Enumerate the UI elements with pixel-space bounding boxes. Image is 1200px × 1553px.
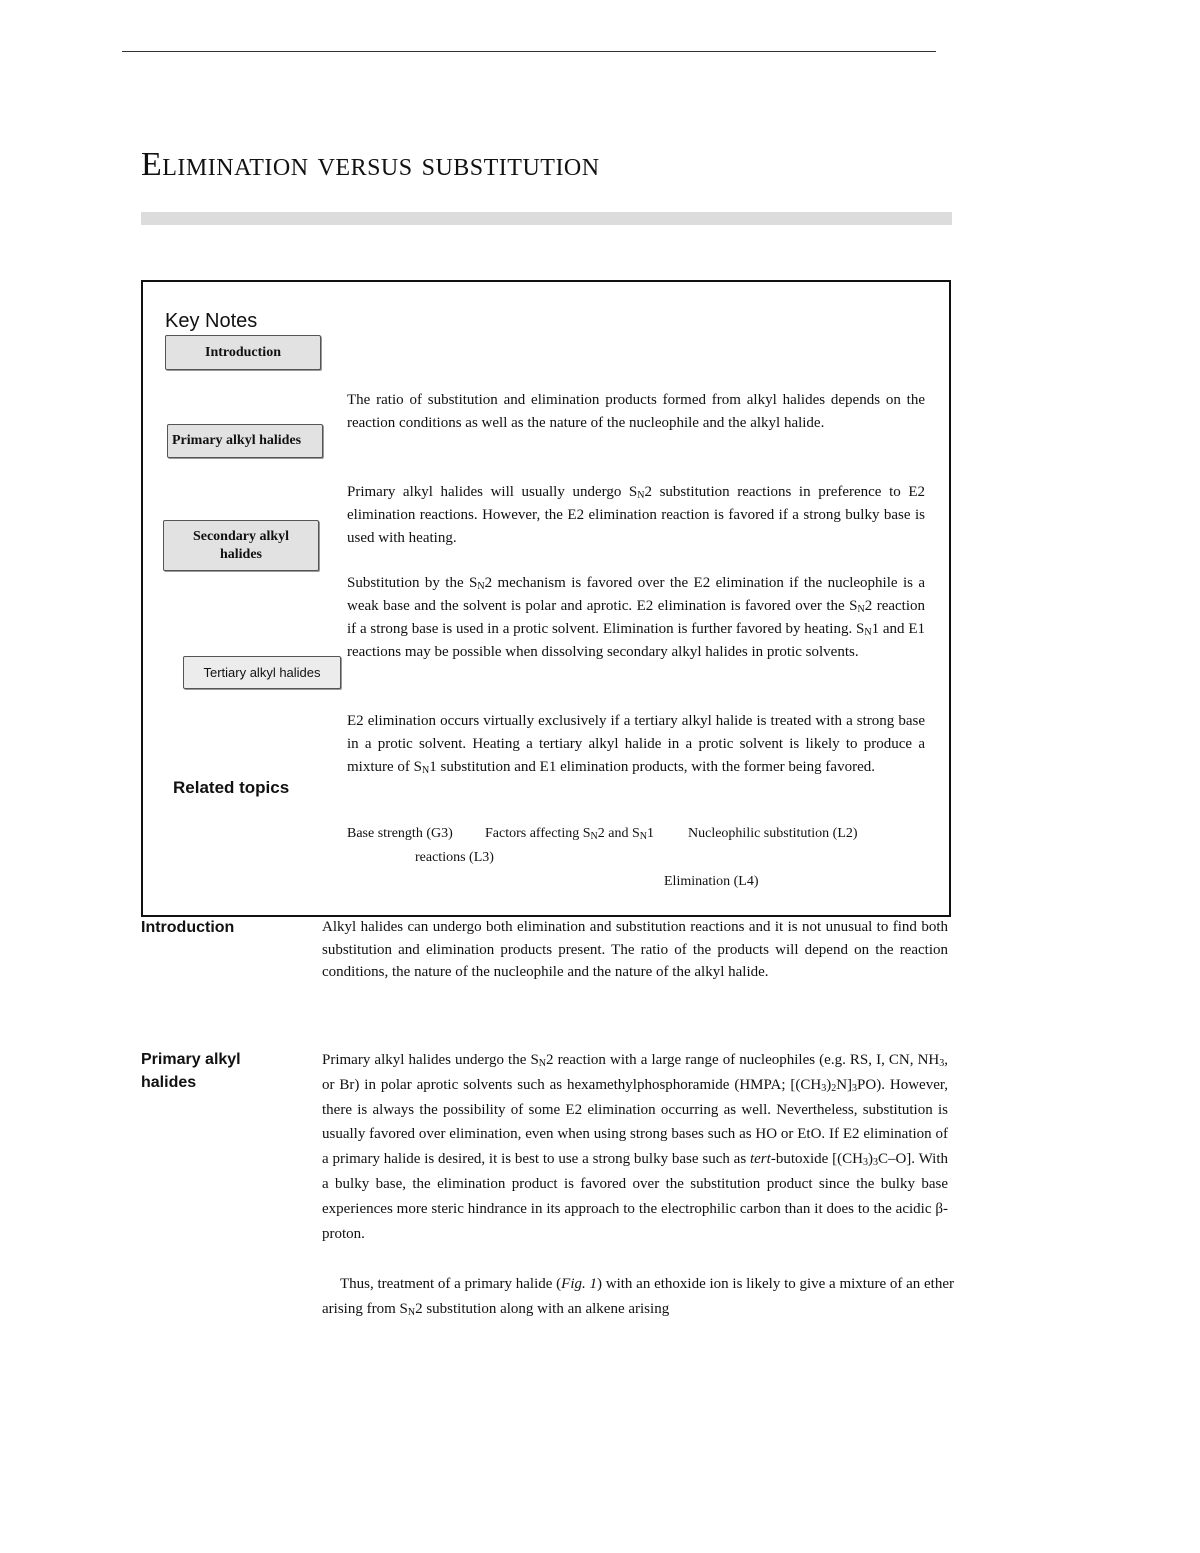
- section-introduction-text: Alkyl halides can undergo both elimination and substitution reactions and it is not unusual to find both substitution and elimination products present. The ratio of the products will depend on the reaction conditions, the nature of the nucleophile and the nature of the alkyl halide.: [322, 919, 948, 980]
- related-topic-nucleophilic-substitution[interactable]: Nucleophilic substitution (L2): [688, 826, 858, 841]
- tag-secondary-label-2: halides: [219, 546, 262, 562]
- section-heading-primary-line2: halides: [141, 1074, 197, 1091]
- note-introduction: The ratio of substitution and elimination products formed from alkyl halides depends on the reaction conditions as well as the nature of the nucleophile and the alkyl halide.: [347, 392, 925, 431]
- tag-secondary: [163, 520, 319, 571]
- note-secondary: Substitution by the $S_N2$ mechanism is favored over the E2 elimination if the nucleophile is a weak base and the solvent is polar and aprotic. E2 elimination is favored over the $S_N2$ reaction if a strong base is used in a protic solvent. Elimination is further favored by heating. $S_N1$ and E1 reactions may be possible when dissolving secondary alkyl halides in protic solvents.: [347, 575, 925, 660]
- page-title: Elimination versus substitution: [141, 146, 600, 183]
- tag-introduction-label: Introduction: [205, 344, 281, 360]
- tag-secondary-label-1: Secondary alkyl: [192, 528, 290, 544]
- related-topic-base-strength[interactable]: Base strength (G3): [347, 826, 453, 841]
- related-topics-heading: Related topics: [173, 778, 290, 797]
- related-topic-factors-affecting-line2[interactable]: reactions (L3): [415, 850, 494, 865]
- section-primary-paragraph-2: Thus, treatment of a primary halide (Fig. 1) with an ethoxide ion is likely to give a mixture of an ether arising from $S_N2$ substitution along with an alkene arising: [322, 1276, 955, 1318]
- key-notes-heading: Key Notes: [165, 310, 258, 332]
- section-primary-paragraph-1: Primary alkyl halides undergo the $S_N2$ reaction with a large range of nucleophiles (e.g. RS, I, CN, $NH_3$, or Br) in polar aprotic solvents such as hexamethylphosphoramide (HMPA; $[(CH_3)_2N]_3PO$). However, there is always the possibility of some E2 elimination occurring as well. Nevertheless, substitution is usually favored over elimination, even when using strong bases such as HO or EtO. If E2 elimination of a primary halide is desired, it is best to use a strong bulky base such as tert-butoxide $[(CH_3)_3C-O]$. With a bulky base, the elimination product is favored over the substitution product since the bulky base experiences more steric hindrance in its approach to the electrophilic carbon than it does to the acidic β-proton.: [322, 1052, 949, 1242]
- tag-introduction: [165, 335, 321, 370]
- note-primary: Primary alkyl halides will usually undergo $S_N2$ substitution reactions in preference to E2 elimination reactions. However, the E2 elimination reaction is favored if a strong bulky base is used with heating.: [347, 484, 925, 546]
- section-heading-introduction: Introduction: [141, 919, 235, 936]
- title-underline-bar: [141, 212, 952, 225]
- note-tertiary: E2 elimination occurs virtually exclusively if a tertiary alkyl halide is treated with a strong base in a protic solvent. Heating a tertiary alkyl halide in a protic solvent is likely to produce a mixture of $S_N1$ substitution and E1 elimination products, with the former being favored.: [347, 713, 925, 776]
- section-heading-primary-line1: Primary alkyl: [141, 1051, 241, 1068]
- tag-primary-label: Primary alkyl halides: [172, 433, 302, 448]
- tag-tertiary: [183, 656, 341, 689]
- top-rule: [122, 51, 936, 52]
- section-heading-primary: [141, 1048, 241, 1094]
- tag-primary: [167, 424, 323, 458]
- related-topic-elimination[interactable]: Elimination (L4): [664, 874, 759, 889]
- related-topic-factors-affecting[interactable]: Factors affecting $S_N2$ and $S_N1$: [485, 826, 654, 842]
- tag-tertiary-label: Tertiary alkyl halides: [203, 664, 321, 680]
